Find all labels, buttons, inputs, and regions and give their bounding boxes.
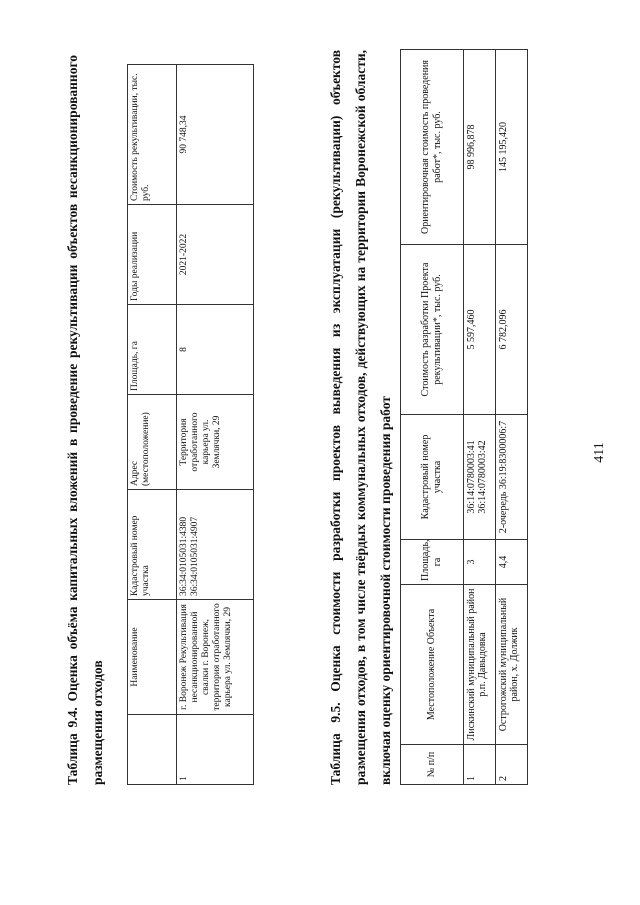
table-cell: 36:34:0105031:4380 36:34:0105031:4907 [177,490,254,600]
table-cell: г. Воронеж Рекультивация несанкционированной свалки г. Воронеж, территория отработанного карьера ул. Землячки, 29 [177,600,254,715]
table-header-row [128,65,177,785]
table-9-5 [400,49,528,785]
table-cell: 145 195,420 [496,50,528,245]
header-cell: Стоимость рекультивации, тыс. руб. [128,65,177,205]
table-cell: 8 [177,305,254,395]
header-cell: Кадастровый номер участка [128,490,177,600]
table-cell: 2021-2022 [177,205,254,305]
table-9-5-caption: Таблица 9.5. Оценка стоимости разработки проектов выведения из эксплуатации (рекультивации) объектов размещения отходов, в том числе твёрдых коммунальных отходов, действующих на территории Воронежской области, включая оценку ориентировочной стоимости проведения работ [328,50,393,785]
table-cell: 3 [464,540,496,585]
table-cell: 5 597,460 [464,245,496,415]
header-cell: Наименование [128,600,177,715]
table-cell: 4,4 [496,540,528,585]
header-cell: Стоимость разработки Проекта рекультивации*, тыс. руб. [401,245,464,415]
table-cell: 6 782,096 [496,245,528,415]
header-cell: Годы реализации [128,205,177,305]
table-cell: 36:14:0780003:41 36:14:0780003:42 [464,415,496,540]
header-cell: Площадь, га [401,540,464,585]
table-cell: Острогожский муниципальный район, х. Должик [496,585,528,745]
header-cell: № п/п [401,745,464,785]
table-9-4-caption: Таблица 9.4. Оценка объёма капитальных вложений в проведение рекультивации объектов несанкционированного размещения отходов [65,55,105,785]
header-cell: Площадь, га [128,305,177,395]
page-number: 411 [592,442,607,463]
table-cell: Территория отработанного карьера ул. Землячки, 29 [177,395,254,490]
table-9-4 [127,64,254,785]
header-cell [128,715,177,785]
header-cell: Адрес (местоположение) [128,395,177,490]
header-cell: Местоположение Объекта [401,585,464,745]
table-cell: 2-очередь 36:19:8300006:7 [496,415,528,540]
header-cell: Ориентировочная стоимость проведения работ*, тыс. руб. [401,50,464,245]
table-cell: 1 [464,745,496,785]
table-row [496,50,528,785]
table-header-row [401,50,464,785]
table-row [177,65,254,785]
table-cell: Лискинский муниципальный район р.п. Давыдовка [464,585,496,745]
table-cell: 98 996,878 [464,50,496,245]
header-cell: Кадастровый номер участка [401,415,464,540]
table-cell: 90 748,34 [177,65,254,205]
table-cell: 1 [177,715,254,785]
table-row [464,50,496,785]
table-cell: 2 [496,745,528,785]
